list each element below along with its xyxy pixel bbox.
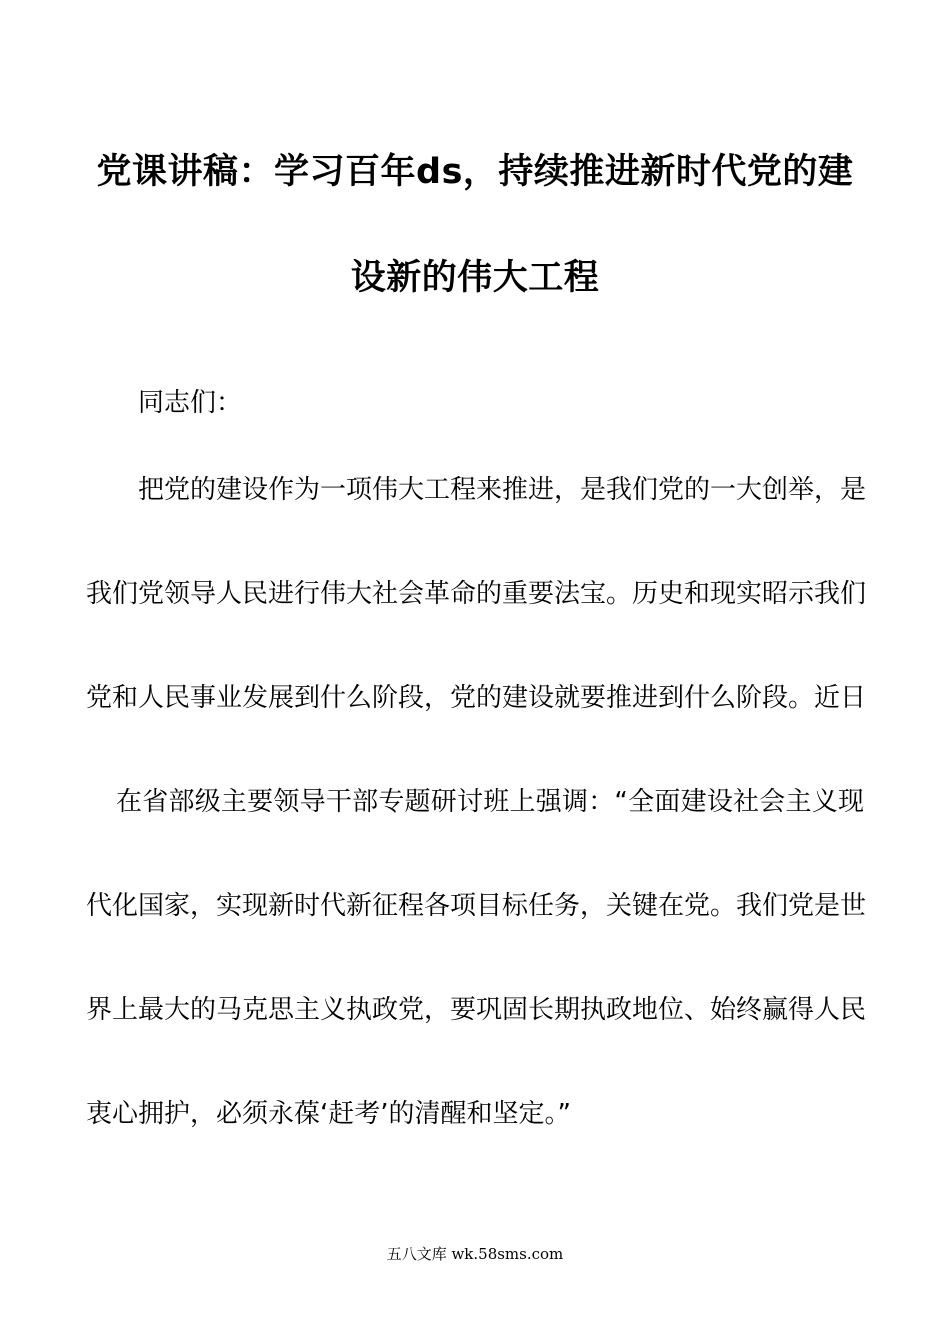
paragraph-line: 在省部级主要领导干部专题研讨班上强调：“全面建设社会主义现 — [116, 787, 864, 817]
paragraph-line: 代化国家，实现新时代新征程各项目标任务，关键在党。我们党是世 — [86, 891, 867, 921]
paragraph-line: 把党的建设作为一项伟大工程来推进，是我们党的一大创举，是 — [138, 475, 867, 505]
document-title-line-2: 设新的伟大工程 — [350, 258, 600, 298]
document-title-line-1: 党课讲稿：学习百年ds，持续推进新时代党的建 — [96, 152, 854, 192]
salutation: 同志们： — [138, 388, 243, 418]
paragraph-line: 衷心拥护，必须永葆‘赶考’的清醒和坚定。” — [86, 1099, 571, 1129]
paragraph-line: 我们党领导人民进行伟大社会革命的重要法宝。历史和现实昭示我们 — [86, 579, 867, 609]
footer-watermark: 五八文库 wk.58sms.com — [386, 1245, 564, 1263]
paragraph-line: 党和人民事业发展到什么阶段，党的建设就要推进到什么阶段。近日 — [86, 683, 867, 713]
paragraph-line: 界上最大的马克思主义执政党，要巩固长期执政地位、始终赢得人民 — [86, 995, 867, 1025]
